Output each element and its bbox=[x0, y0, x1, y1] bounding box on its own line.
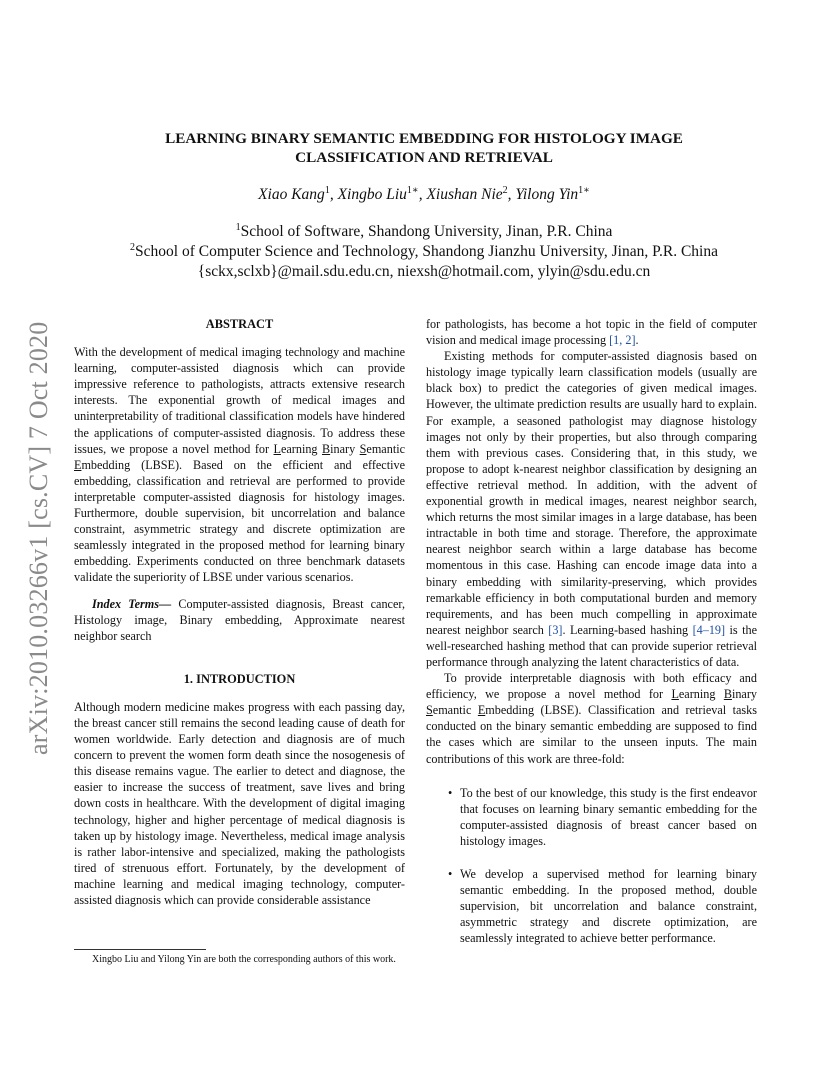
author-affil-mark: 1 bbox=[324, 184, 330, 196]
arxiv-stamp bbox=[20, 300, 60, 760]
left-column bbox=[74, 316, 405, 908]
citation-link[interactable]: [1, 2] bbox=[609, 333, 636, 348]
intro-paragraph-continued: for pathologists, has become a hot topic in the field of computer vision and medical image processing [1, 2]. bbox=[426, 317, 757, 348]
introduction-heading: 1. INTRODUCTION bbox=[183, 671, 296, 686]
list-item: • To the best of our knowledge, this study is the first endeavor that focuses on learning binary semantic embedding for the computer-assisted diagnosis of breast cancer based on histology images. bbox=[448, 785, 757, 848]
author-affil-mark: 1∗ bbox=[578, 184, 590, 196]
footnote: Xingbo Liu and Yilong Yin are both the corresponding authors of this work. bbox=[92, 954, 396, 965]
author-affil-mark: 1∗ bbox=[406, 184, 419, 196]
author-list: Xiao Kang$^1$, Xingbo Liu$^{1∗}$, Xiushan Nie$^2$, Yilong Yin$^{1∗}$ bbox=[258, 184, 590, 203]
intro-paragraph-3: To provide interpretable diagnosis with both efficacy and efficiency, we propose a novel method for Learning Binary Semantic Embedding (LBSE). Classification and retrieval tasks conducted on the binary semantic embedding are supposed to find the cases which are similar to the unseen inputs. The main contributions of this work are three-fold: bbox=[426, 671, 757, 766]
index-terms-label: Index Terms— bbox=[92, 596, 172, 611]
affiliations bbox=[60, 222, 788, 282]
index-terms: Index Terms— Computer-assisted diagnosis, Breast cancer, Histology image, Binary embedding, Approximate nearest neighbor search bbox=[74, 596, 405, 643]
title-line-2: CLASSIFICATION AND RETRIEVAL bbox=[295, 149, 553, 166]
author-name: Xingbo Liu bbox=[337, 186, 407, 203]
intro-paragraph-2: Existing methods for computer-assisted diagnosis based on histology image typically learn classification models (usually are black box) to predict the categories of given medical images. However, the ultimate prediction results are usually hard to explain. For example, a seasoned pathologist may diagnose histology images not only by their properties, but also through comparing them with previous cases. Considering that, in this study, we propose to adopt k-nearest neighbor classification by designing an effective retrieval method. In addition, with the advent of exponential growth in medical images, nearest neighbor search, which returns the most similar images in a large database, has been intractable in both time and storage. Therefore, the approximate nearest neighbor search within a large database has become momentous in this case. Hashing can encode image data into a binary embedding with similarity-preserving, which provides remarkable efficiency in both computational burden and memory requirements, and has been much compelling in approximate nearest neighbor search [3]. Learning-based hashing [4–19] is the well-researched hashing method that can provide superior retrieval performance through analyzing the latent characteristics of data. bbox=[426, 349, 757, 669]
introduction-text: Although modern medicine makes progress with each passing day, the breast cancer still remains the second leading cause of death for women worldwide. Early detection and diagnosis are of much concern to prevent the women form death since the nosogenesis of this disease remains vague. The earlier to detect and diagnose, the easier to increase the success of treatment, save lives and bring down costs in healthcare. With the development of digital imaging technology, higher and higher percentage of medical diagnosis is taken up by histology image. Nevertheless, medical image analysis is rather labor-intensive and specialized, making the pathologists tired of strenuous effort. Fortunately, by the development of machine learning and medical imaging technology, computer-assisted diagnosis which can provide considerable assistance bbox=[74, 699, 405, 907]
citation-link[interactable]: [3] bbox=[548, 622, 563, 637]
arxiv-stamp-text: arXiv:2010.03266v1 [cs.CV] 7 Oct 2020 bbox=[24, 321, 53, 755]
author-name: Xiao Kang bbox=[258, 186, 325, 203]
author-name: Yilong Yin bbox=[515, 186, 579, 203]
citation-link[interactable]: [4–19] bbox=[692, 622, 726, 637]
list-item: • We develop a supervised method for learning binary semantic embedding. In the proposed method, double supervision, bit uncorrelation and balance constraint, asymmetric strategy and discrete optimization, are seamlessly integrated to achieve better performance. bbox=[448, 867, 757, 946]
author-emails: {sckx,sclxb}@mail.sdu.edu.cn, niexsh@hotmail.com, ylyin@sdu.edu.cn bbox=[197, 263, 651, 280]
title-line-1: LEARNING BINARY SEMANTIC EMBEDDING FOR HISTOLOGY IMAGE bbox=[165, 130, 683, 147]
bullet-icon: • bbox=[448, 785, 453, 800]
abstract-heading: ABSTRACT bbox=[205, 317, 274, 331]
affiliation-2: $^2$School of Computer Science and Technology, Shandong Jianzhu University, Jinan, P.R. China bbox=[130, 241, 718, 260]
footnote-rule bbox=[74, 949, 206, 950]
right-column bbox=[426, 316, 757, 963]
author-name: Xiushan Nie bbox=[426, 186, 503, 203]
affiliation-1: $^1$School of Software, Shandong University, Jinan, P.R. China bbox=[235, 221, 613, 240]
contribution-list bbox=[426, 785, 757, 947]
bullet-icon: • bbox=[448, 867, 453, 881]
author-affil-mark: 2 bbox=[502, 184, 508, 196]
paper-title bbox=[90, 129, 758, 167]
abstract-text: With the development of medical imaging technology and machine learning, computer-assisted diagnosis which can provide impressive reference to pathologists, attracts extensive research interests. The exponential growth of medical images and uninterpretability of traditional classification models have hindered the applications of computer-assisted diagnosis. To address these issues, we propose a novel method for Learning Binary Semantic Embedding (LBSE). Based on the efficient and effective embedding, classification and retrieval are performed to provide interpretable computer-assisted diagnosis for histology images. Furthermore, double supervision, bit uncorrelation and balance constraint, asymmetric strategy and discrete optimization are seamlessly integrated in the proposed method for learning binary embedding. Experiments conducted on three benchmark datasets validate the superiority of LBSE under various scenarios. bbox=[74, 345, 405, 585]
